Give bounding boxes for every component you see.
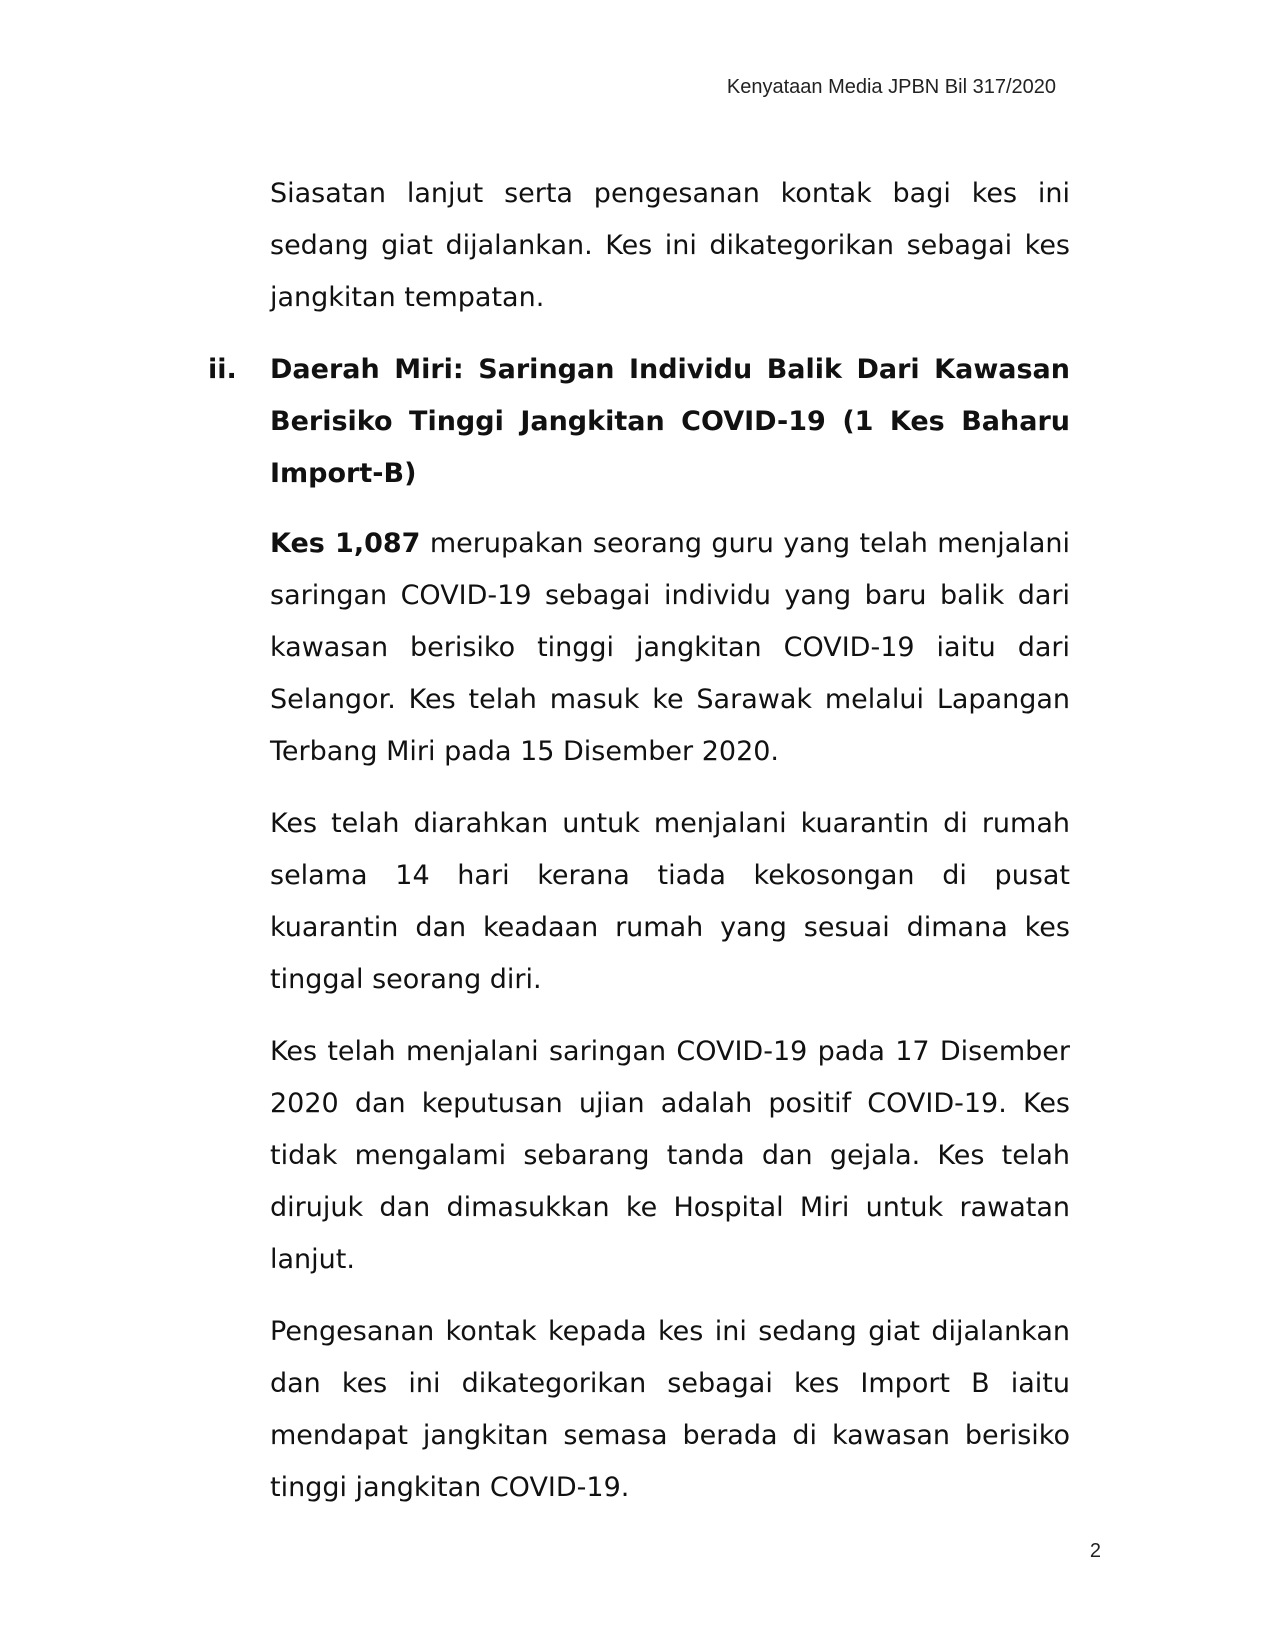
- page-number: 2: [1089, 1540, 1101, 1562]
- case-paragraph-1: [270, 518, 1070, 778]
- section-number: ii.: [208, 354, 237, 385]
- intro-paragraph: Siasatan lanjut serta pengesanan kontak bagi kes ini sedang giat dijalankan. Kes ini dikategorikan sebagai kes jangkitan tempatan.: [270, 178, 1070, 313]
- case-paragraph-2: Kes telah diarahkan untuk menjalani kuarantin di rumah selama 14 hari kerana tiada kekosongan di pusat kuarantin dan keadaan rumah yang sesuai dimana kes tinggal seorang diri.: [270, 808, 1070, 995]
- document-reference: Kenyataan Media JPBN Bil 317/2020: [726, 76, 1056, 98]
- case-number-lead: Kes 1,087: [270, 528, 421, 559]
- document-body: [208, 168, 1070, 1534]
- case-paragraph-1-text: merupakan seorang guru yang telah menjalani saringan COVID-19 sebagai individu yang baru balik dari kawasan berisiko tinggi jangkitan COVID-19 iaitu dari Selangor. Kes telah masuk ke Sarawak melalui Lapangan Terbang Miri pada 15 Disember 2020.: [270, 528, 1070, 767]
- case-paragraph-3: Kes telah menjalani saringan COVID-19 pada 17 Disember 2020 dan keputusan ujian adalah positif COVID-19. Kes tidak mengalami sebarang tanda dan gejala. Kes telah dirujuk dan dimasukkan ke Hospital Miri untuk rawatan lanjut.: [270, 1036, 1070, 1275]
- section-title: Daerah Miri: Saringan Individu Balik Dari Kawasan Berisiko Tinggi Jangkitan COVID-19 (1 Kes Baharu Import-B): [270, 354, 1070, 489]
- section-heading: [208, 344, 1070, 500]
- case-paragraph-4: Pengesanan kontak kepada kes ini sedang giat dijalankan dan kes ini dikategorikan sebagai kes Import B iaitu mendapat jangkitan semasa berada di kawasan berisiko tinggi jangkitan COVID-19.: [270, 1316, 1070, 1503]
